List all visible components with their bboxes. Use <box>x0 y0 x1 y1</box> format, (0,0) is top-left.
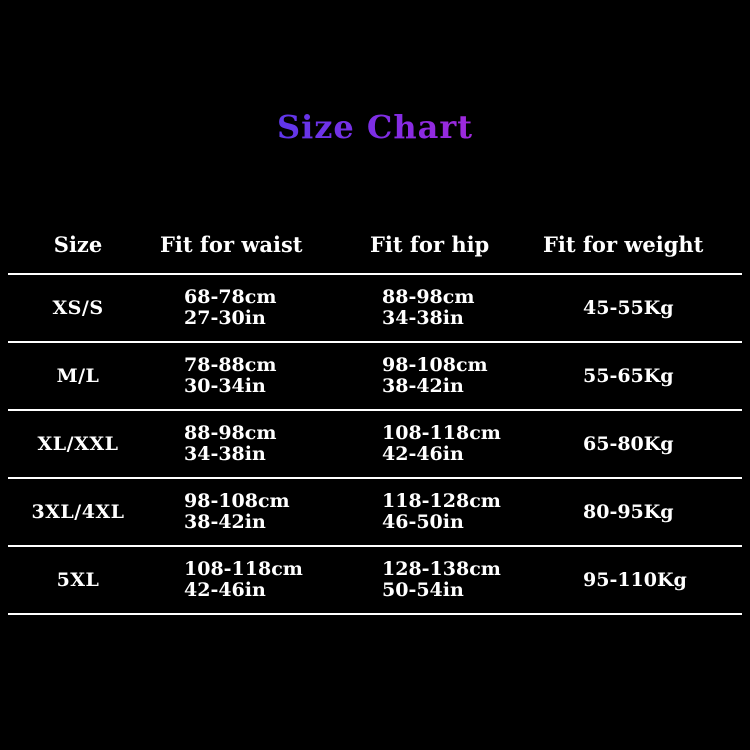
size-chart-table <box>8 215 742 615</box>
column-header-hip: Fit for hip <box>360 215 535 274</box>
cell-weight: 80-95Kg <box>535 478 742 546</box>
waist-in: 34-38in <box>184 443 266 465</box>
cell-hip <box>360 342 535 410</box>
hip-cm: 108-118cm <box>382 422 501 445</box>
table-row <box>8 478 742 546</box>
waist-cm: 78-88cm <box>184 354 277 377</box>
cell-waist <box>148 478 360 546</box>
hip-cm: 118-128cm <box>382 490 501 513</box>
cell-waist <box>148 274 360 342</box>
cell-weight: 65-80Kg <box>535 410 742 478</box>
cell-hip <box>360 546 535 614</box>
column-header-waist: Fit for waist <box>148 215 360 274</box>
cell-waist <box>148 342 360 410</box>
cell-size: 3XL/4XL <box>8 478 148 546</box>
cell-hip <box>360 478 535 546</box>
hip-in: 42-46in <box>382 443 464 465</box>
waist-cm: 108-118cm <box>184 558 303 581</box>
cell-size: 5XL <box>8 546 148 614</box>
table-row <box>8 410 742 478</box>
waist-in: 30-34in <box>184 375 266 397</box>
cell-waist <box>148 546 360 614</box>
cell-weight: 95-110Kg <box>535 546 742 614</box>
hip-in: 38-42in <box>382 375 464 397</box>
hip-cm: 98-108cm <box>382 354 488 377</box>
waist-in: 38-42in <box>184 511 266 533</box>
cell-size: XS/S <box>8 274 148 342</box>
table-header-row <box>8 215 742 274</box>
cell-hip <box>360 274 535 342</box>
column-header-weight: Fit for weight <box>535 215 742 274</box>
cell-size: XL/XXL <box>8 410 148 478</box>
waist-in: 42-46in <box>184 579 266 601</box>
table-row <box>8 274 742 342</box>
hip-cm: 128-138cm <box>382 558 501 581</box>
waist-cm: 98-108cm <box>184 490 290 513</box>
column-header-size: Size <box>8 215 148 274</box>
table-row <box>8 342 742 410</box>
cell-waist <box>148 410 360 478</box>
cell-weight: 55-65Kg <box>535 342 742 410</box>
waist-cm: 68-78cm <box>184 286 277 309</box>
waist-cm: 88-98cm <box>184 422 277 445</box>
hip-cm: 88-98cm <box>382 286 475 309</box>
hip-in: 50-54in <box>382 579 464 601</box>
cell-hip <box>360 410 535 478</box>
cell-size: M/L <box>8 342 148 410</box>
hip-in: 46-50in <box>382 511 464 533</box>
table-row <box>8 546 742 614</box>
waist-in: 27-30in <box>184 307 266 329</box>
page-title: Size Chart <box>0 108 750 146</box>
hip-in: 34-38in <box>382 307 464 329</box>
cell-weight: 45-55Kg <box>535 274 742 342</box>
